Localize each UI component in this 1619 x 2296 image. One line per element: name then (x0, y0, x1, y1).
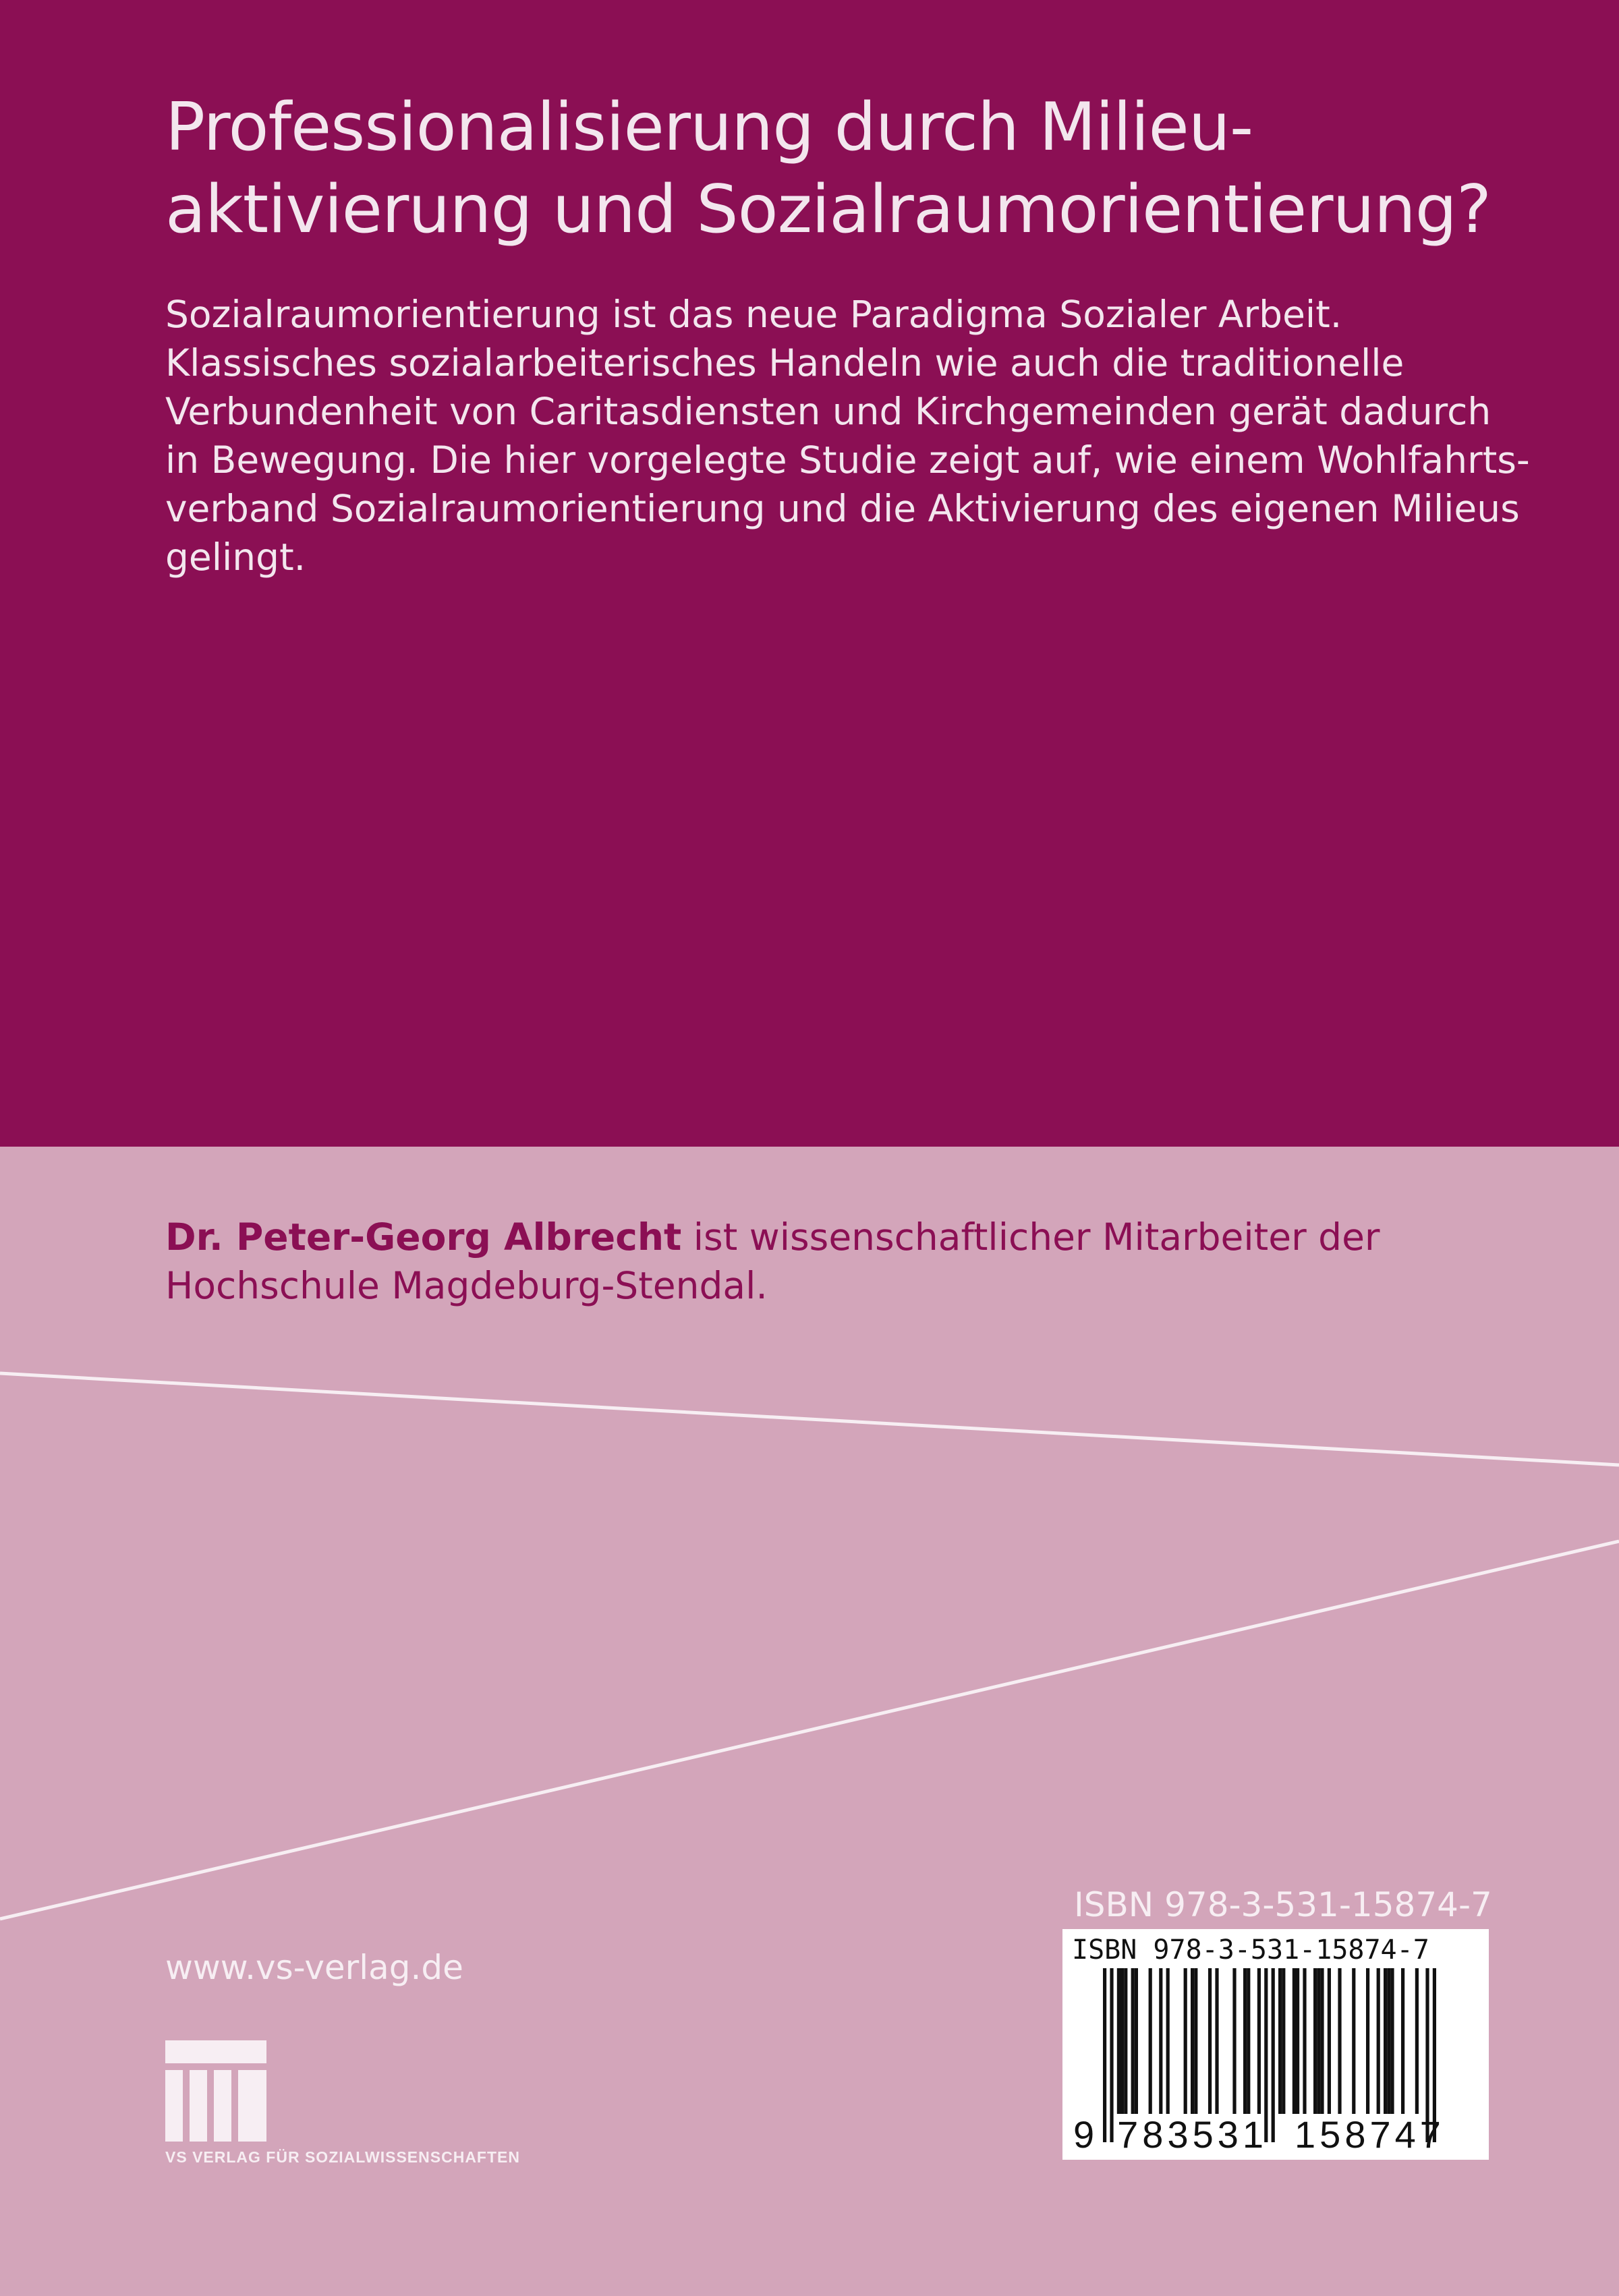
barcode-bar (1338, 1968, 1341, 2114)
website-url[interactable]: www.vs-verlag.de (165, 1948, 463, 1987)
publisher-name: VS VERLAG FÜR SOZIALWISSENSCHAFTEN (165, 2148, 520, 2166)
barcode-bar (1120, 1968, 1124, 2114)
barcode-bar (1124, 1968, 1127, 2114)
barcode-bar (1384, 1968, 1387, 2114)
barcode-bar (1149, 1968, 1152, 2114)
barcode-digits-left: 783531 (1117, 2113, 1268, 2156)
blurb-line: gelingt. (165, 536, 306, 579)
isbn-label: ISBN 978-3-531-15874-7 (1074, 1885, 1492, 1924)
barcode-bar (1352, 1968, 1355, 2114)
barcode-bar (1215, 1968, 1218, 2114)
title-line-2: aktivierung und Sozialraumorientierung? (165, 171, 1492, 248)
barcode-bar (1366, 1968, 1369, 2114)
blurb-line: Sozialraumorientierung ist das neue Paradigma Sozialer Arbeit. (165, 293, 1342, 336)
barcode-bar (1191, 1968, 1194, 2114)
vs-verlag-logo-icon (165, 2040, 266, 2142)
decorative-line-upper (0, 1373, 1619, 1465)
barcode-bar (1135, 1968, 1138, 2114)
barcode-bar (1377, 1968, 1380, 2114)
blurb-line: in Bewegung. Die hier vorgelegte Studie zeigt auf, wie einem Wohlfahrts- (165, 438, 1530, 482)
barcode-bar (1257, 1968, 1261, 2114)
barcode-digits (1073, 2113, 1445, 2156)
barcode-bar (1328, 1968, 1331, 2114)
author-name: Dr. Peter-Georg Albrecht (165, 1215, 682, 1259)
barcode-digit-prefix: 9 (1073, 2113, 1095, 2156)
barcode-bar (1243, 1968, 1247, 2114)
barcode-bar (1166, 1968, 1170, 2114)
barcode-bar (1293, 1968, 1296, 2114)
barcode-bar (1278, 1968, 1282, 2114)
decorative-line-lower (0, 1541, 1619, 1919)
blurb-line: Klassisches sozialarbeiterisches Handeln wie auch die traditionelle (165, 341, 1404, 384)
barcode-bar (1184, 1968, 1187, 2114)
author-bio-text: ist wissenschaftlicher Mitarbeiter der (681, 1215, 1380, 1259)
blurb-line: verband Sozialraumorientierung und die Aktivierung des eigenen Milieus (165, 487, 1520, 530)
title-line-1: Professionalisierung durch Milieu- (165, 89, 1253, 166)
barcode-bar (1208, 1968, 1212, 2114)
barcode-bar (1390, 1968, 1394, 2114)
barcode-bar (1296, 1968, 1299, 2114)
barcode-bar (1247, 1968, 1250, 2114)
barcode-bar (1401, 1968, 1404, 2114)
barcode-bar (1313, 1968, 1317, 2114)
barcode-bar (1303, 1968, 1306, 2114)
barcode-bar (1415, 1968, 1419, 2114)
barcode-bar (1117, 1968, 1120, 2114)
barcode-bar (1194, 1968, 1197, 2114)
barcode-bar (1159, 1968, 1162, 2114)
barcode-bar (1232, 1968, 1236, 2114)
barcode-bar (1131, 1968, 1135, 2114)
barcode-bar (1320, 1968, 1324, 2114)
barcode-digits-right: 158747 (1295, 2113, 1445, 2156)
barcode (1062, 1929, 1489, 2160)
blurb-line: Verbundenheit von Caritasdiensten und Kirchgemeinden gerät dadurch (165, 390, 1492, 433)
author-line-2: Hochschule Magdeburg-Stendal. (165, 1264, 768, 1307)
barcode-bar (1317, 1968, 1320, 2114)
barcode-isbn-text: ISBN 978-3-531-15874-7 (1072, 1934, 1429, 1965)
barcode-bar (1282, 1968, 1285, 2114)
barcode-bar (1387, 1968, 1390, 2114)
